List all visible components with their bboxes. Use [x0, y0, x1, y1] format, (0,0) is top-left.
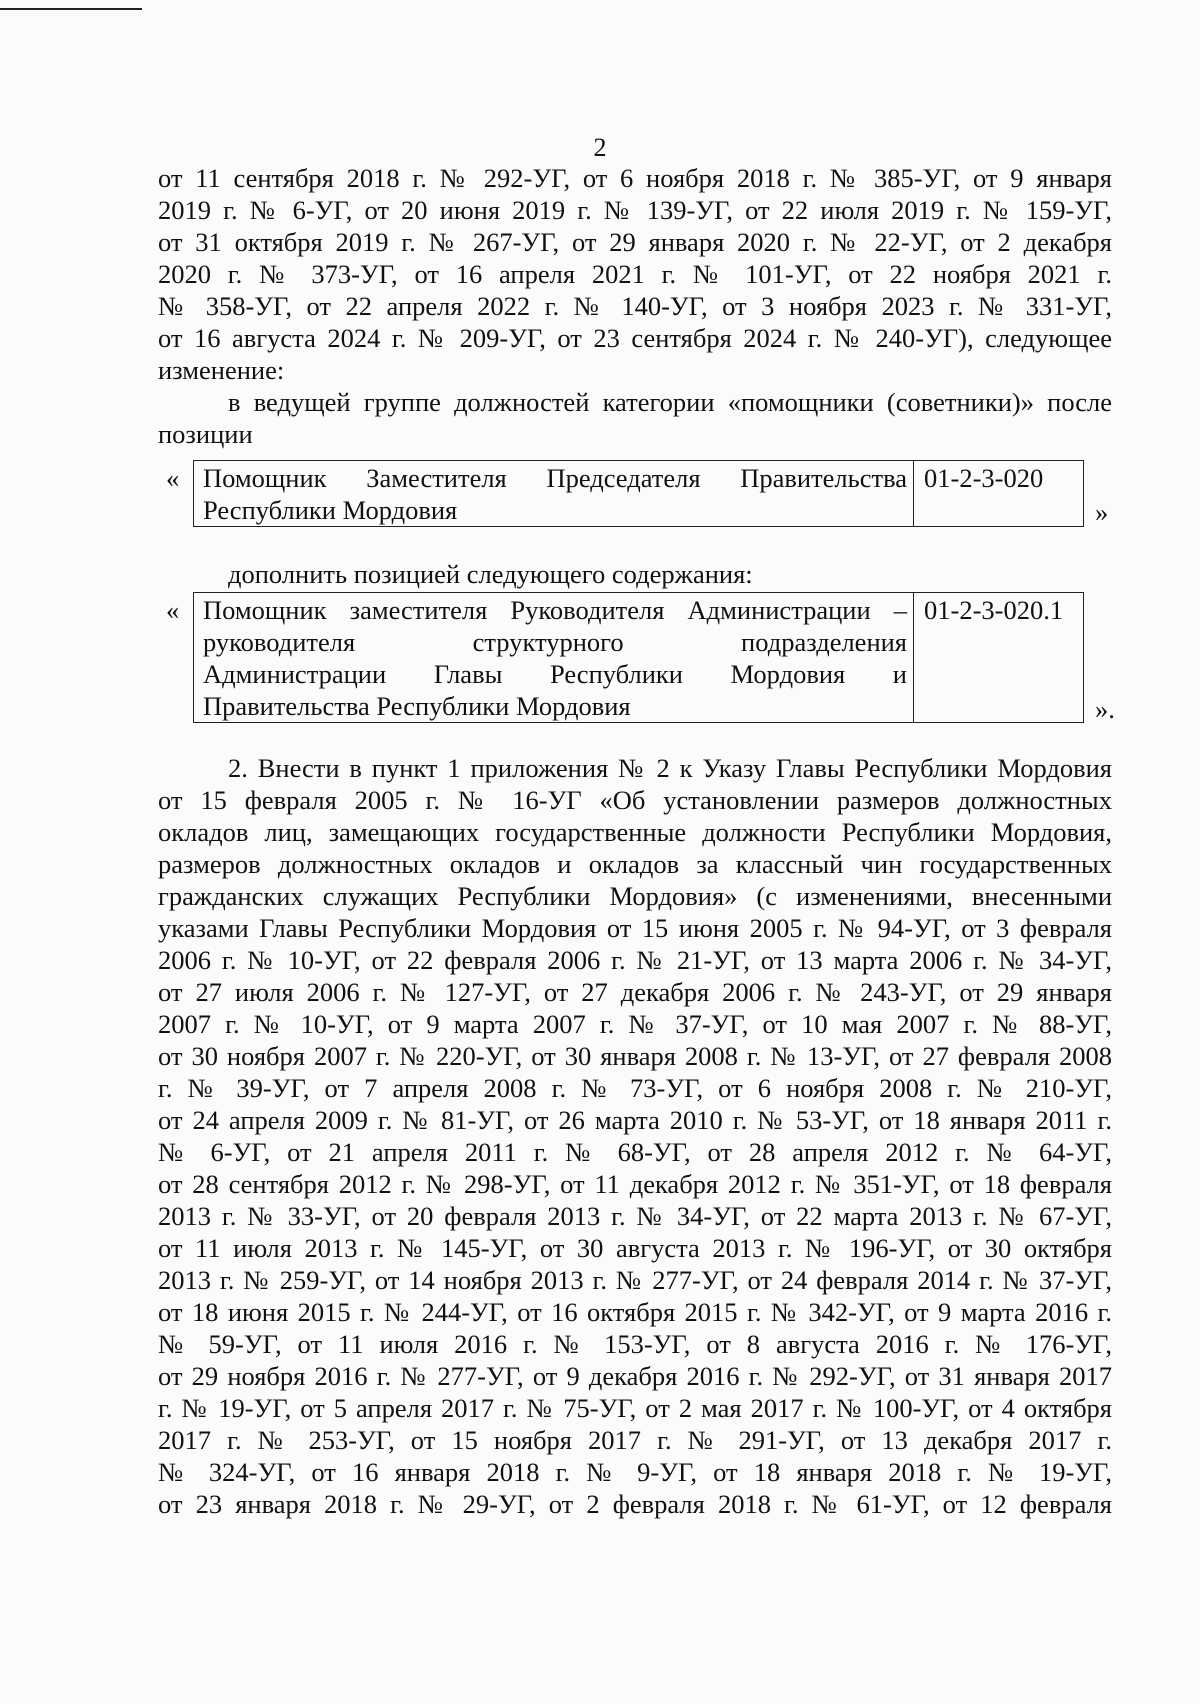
table1-name-line: Республики Мордовия — [203, 495, 458, 525]
para4-line: от 30 ноября 2007 г. № 220-УГ, от 30 января 2008 г. № 13-УГ, от 27 февраля 2008 — [158, 1041, 1112, 1071]
para4-line: от 23 января 2018 г. № 29-УГ, от 2 февраля 2018 г. № 61-УГ, от 12 февраля — [158, 1489, 1112, 1519]
para4-line: от 24 апреля 2009 г. № 81-УГ, от 26 марта 2010 г. № 53-УГ, от 18 января 2011 г. — [158, 1105, 1112, 1135]
table2-open-quote: « — [166, 595, 180, 625]
table1-name-line: Помощник Заместителя Председателя Правительства — [203, 463, 907, 493]
para4-line: № 324-УГ, от 16 января 2018 г. № 9-УГ, от 18 января 2018 г. № 19-УГ, — [158, 1457, 1112, 1487]
para4-line: 2013 г. № 259-УГ, от 14 ноября 2013 г. № 277-УГ, от 24 февраля 2014 г. № 37-УГ, — [158, 1265, 1112, 1295]
table2-name-cell — [194, 593, 914, 722]
table2-name-line: Помощник заместителя Руководителя Администрации – — [203, 595, 907, 625]
para4-line: 2. Внести в пункт 1 приложения № 2 к Указу Главы Республики Мордовия — [228, 753, 1112, 783]
para4-line: 2017 г. № 253-УГ, от 15 ноября 2017 г. № 291-УГ, от 13 декабря 2017 г. — [158, 1425, 1112, 1455]
para1-line: от 11 сентября 2018 г. № 292-УГ, от 6 ноября 2018 г. № 385-УГ, от 9 января — [158, 163, 1112, 193]
para1-line: от 31 октября 2019 г. № 267-УГ, от 29 января 2020 г. № 22-УГ, от 2 декабря — [158, 227, 1112, 257]
para4-line: от 11 июля 2013 г. № 145-УГ, от 30 августа 2013 г. № 196-УГ, от 30 октября — [158, 1233, 1112, 1263]
para4-line: 2013 г. № 33-УГ, от 20 февраля 2013 г. № 34-УГ, от 22 марта 2013 г. № 67-УГ, — [158, 1201, 1112, 1231]
para4-line: окладов лиц, замещающих государственные должности Республики Мордовия, — [158, 817, 1112, 847]
table1-open-quote: « — [166, 463, 180, 493]
table2-name-line: Администрации Главы Республики Мордовия и — [203, 659, 907, 689]
position-table-2 — [193, 592, 1084, 723]
para4-line: г. № 19-УГ, от 5 апреля 2017 г. № 75-УГ, от 2 мая 2017 г. № 100-УГ, от 4 октября — [158, 1393, 1112, 1423]
para1-line: 2019 г. № 6-УГ, от 20 июня 2019 г. № 139-УГ, от 22 июля 2019 г. № 159-УГ, — [158, 195, 1112, 225]
para4-line: 2006 г. № 10-УГ, от 22 февраля 2006 г. № 21-УГ, от 13 марта 2006 г. № 34-УГ, — [158, 945, 1112, 975]
para4-line: от 28 сентября 2012 г. № 298-УГ, от 11 декабря 2012 г. № 351-УГ, от 18 февраля — [158, 1169, 1112, 1199]
para2-line: позиции — [158, 419, 253, 449]
para1-line: № 358-УГ, от 22 апреля 2022 г. № 140-УГ, от 3 ноября 2023 г. № 331-УГ, — [158, 291, 1112, 321]
para1-line: от 16 августа 2024 г. № 209-УГ, от 23 сентября 2024 г. № 240-УГ), следующее — [158, 323, 1112, 353]
para4-line: указами Главы Республики Мордовия от 15 июня 2005 г. № 94-УГ, от 3 февраля — [158, 913, 1112, 943]
para4-line: от 15 февраля 2005 г. № 16-УГ «Об установлении размеров должностных — [158, 785, 1112, 815]
para3-line: дополнить позицией следующего содержания: — [228, 559, 753, 589]
table2-name-line: руководителя структурного подразделения — [203, 627, 907, 657]
para1-line: изменение: — [158, 355, 285, 385]
para2-line: в ведущей группе должностей категории «помощники (советники)» после — [228, 387, 1112, 417]
para4-line: № 6-УГ, от 21 апреля 2011 г. № 68-УГ, от 28 апреля 2012 г. № 64-УГ, — [158, 1137, 1112, 1167]
para4-line: от 18 июня 2015 г. № 244-УГ, от 16 октября 2015 г. № 342-УГ, от 9 марта 2016 г. — [158, 1297, 1112, 1327]
table2-name-line: Правительства Республики Мордовия — [203, 691, 631, 721]
table1-code-cell: 01-2-3-020 — [924, 463, 1044, 493]
table2-close-quote: ». — [1095, 694, 1115, 724]
table1-close-quote: » — [1095, 497, 1109, 527]
table1-name-cell — [194, 461, 914, 526]
para4-line: размеров должностных окладов и окладов за классный чин государственных — [158, 849, 1112, 879]
para4-line: от 27 июля 2006 г. № 127-УГ, от 27 декабря 2006 г. № 243-УГ, от 29 января — [158, 977, 1112, 1007]
page-number: 2 — [593, 133, 607, 162]
table2-code-cell: 01-2-3-020.1 — [924, 595, 1064, 625]
para4-line: гражданских служащих Республики Мордовия» (с изменениями, внесенными — [158, 881, 1112, 911]
para4-line: 2007 г. № 10-УГ, от 9 марта 2007 г. № 37-УГ, от 10 мая 2007 г. № 88-УГ, — [158, 1009, 1112, 1039]
para4-line: № 59-УГ, от 11 июля 2016 г. № 153-УГ, от 8 августа 2016 г. № 176-УГ, — [158, 1329, 1112, 1359]
para1-line: 2020 г. № 373-УГ, от 16 апреля 2021 г. № 101-УГ, от 22 ноября 2021 г. — [158, 259, 1112, 289]
para4-line: от 29 ноября 2016 г. № 277-УГ, от 9 декабря 2016 г. № 292-УГ, от 31 января 2017 — [158, 1361, 1112, 1391]
position-table-1 — [193, 460, 1084, 527]
para4-line: г. № 39-УГ, от 7 апреля 2008 г. № 73-УГ, от 6 ноября 2008 г. № 210-УГ, — [158, 1073, 1112, 1103]
scan-edge-line — [0, 8, 142, 10]
